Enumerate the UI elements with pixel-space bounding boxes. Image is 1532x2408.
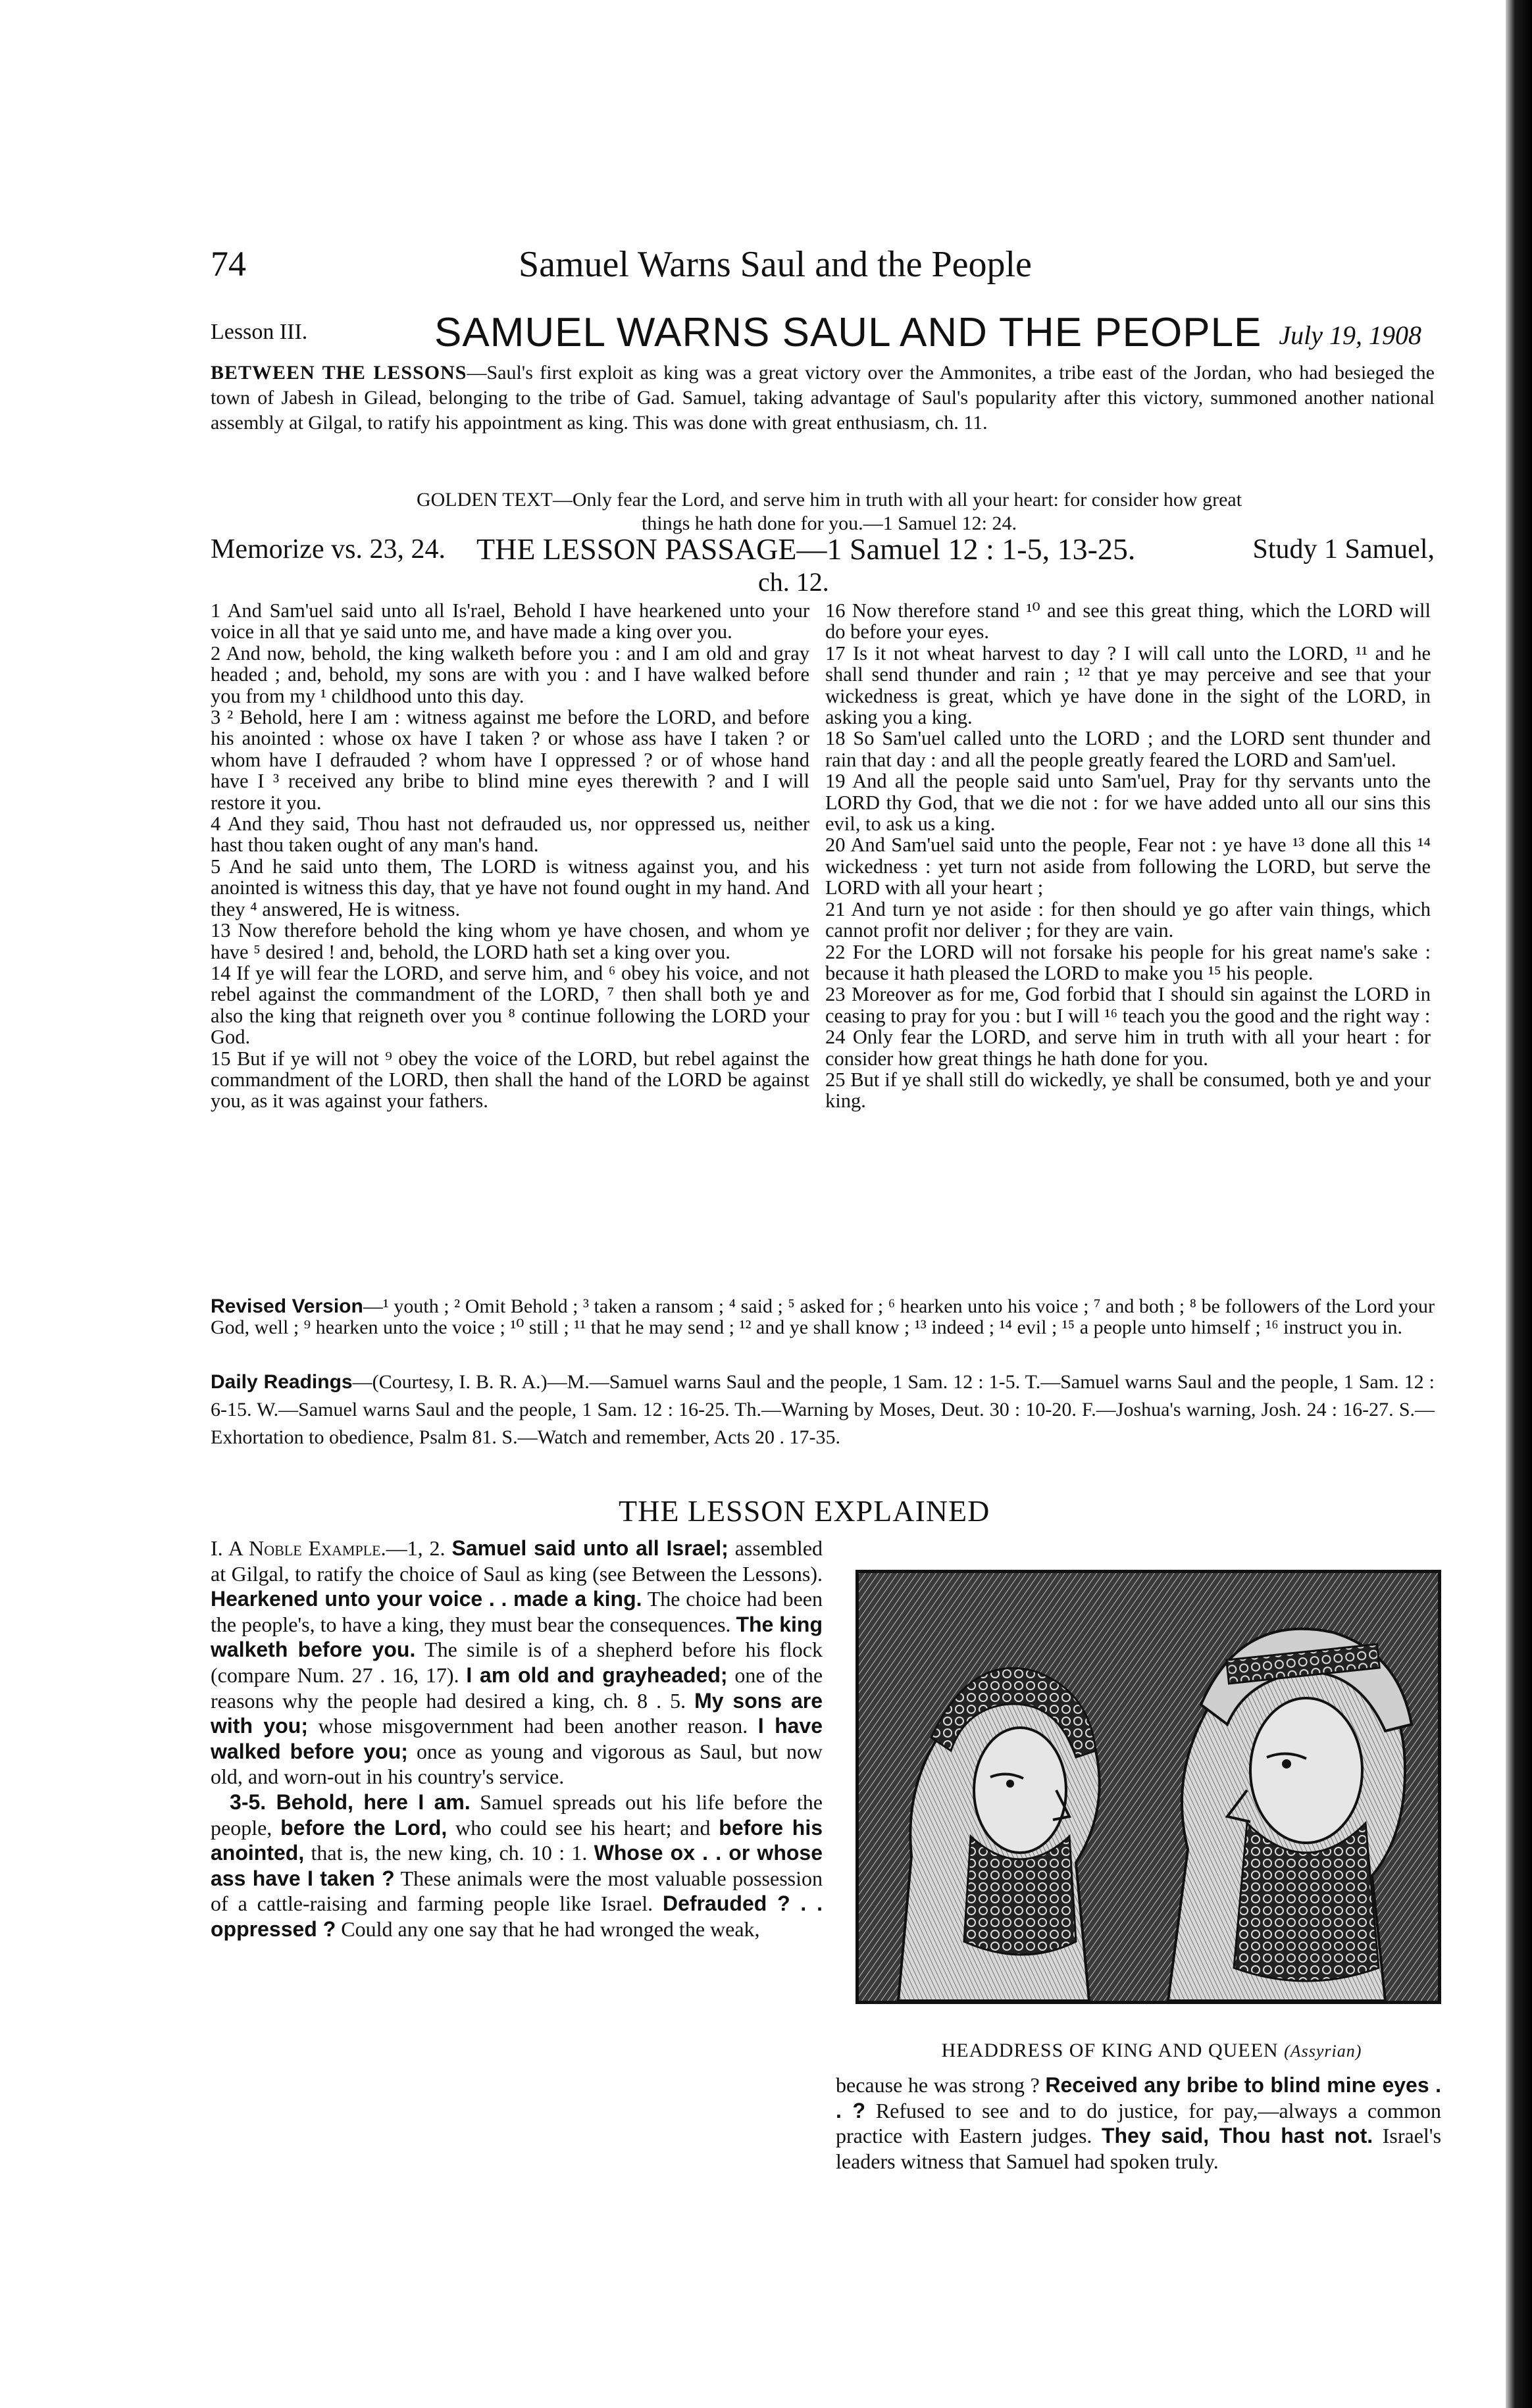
between-the-lessons	[211, 361, 1435, 436]
verse: 16 Now therefore stand ¹⁰ and see this great thing, which the LORD will do before your eyes.	[825, 599, 1431, 643]
lesson-number: Lesson III.	[211, 320, 308, 344]
daily-text: —(Courtesy, I. B. R. A.)—M.—Samuel warns Saul and the people, 1 Sam. 12 : 1-5. T.—Samuel warns Saul and the people, 1 Sam. 12 : 6-15. W.—Samuel warns Saul and the people, 1 Sam. 12 : 16-25. Th.—Warning by Moses, Deut. 30 : 10-20. F.—Joshua's warning, Josh. 24 : 16-27. S.—Exhortation to obedience, Psalm 81. S.—Watch and remember, Acts 20 . 17-35.	[211, 1371, 1435, 1448]
verse: 21 And turn ye not aside : for then should ye go after vain things, which cannot profit nor deliver ; for they are vain.	[825, 897, 1431, 942]
verse: 13 Now therefore behold the king whom ye have chosen, and whom ye have ⁵ desired ! and, behold, the LORD hath set a king over you.	[211, 919, 809, 963]
verse: 1 And Sam'uel said unto all Is'rael, Behold I have hearkened unto your voice in all that ye said unto me, and have made a king over you.	[211, 599, 809, 643]
explanation-paragraph: because he was strong ? Received any bribe to blind mine eyes . . ? Refused to see and to do justice, for pay,—always a common practice with Eastern judges. They said, Thou hast not. Israel's leaders witness that Samuel had spoken truly.	[836, 2073, 1442, 2173]
between-label: BETWEEN THE LESSONS	[211, 362, 467, 384]
daily-label: Daily Readings	[211, 1371, 353, 1393]
golden-text-line-1: GOLDEN TEXT—Only fear the Lord, and serve him in truth with all your heart: for consider how great	[416, 489, 1242, 511]
study-reference: Study 1 Samuel,	[1252, 534, 1435, 564]
verse: 2 And now, behold, the king walketh before you : and I am old and gray headed ; and, behold, my sons are with you : and I have walked before you from my ¹ childhood unto this day.	[211, 641, 809, 707]
explanation-column-right	[836, 2072, 1441, 2174]
golden-text-line-2: things he hath done for you.—1 Samuel 12: 24.	[642, 513, 1017, 534]
lesson-explained-heading: THE LESSON EXPLAINED	[619, 1494, 990, 1528]
verse: 19 And all the people said unto Sam'uel, Pray for thy servants unto the LORD thy God, that we die not : for we have added unto all our sins this evil, to ask us a king.	[825, 770, 1431, 836]
scan-edge-shadow	[1506, 0, 1532, 2408]
verse: 15 But if ye will not ⁹ obey the voice of the LORD, but rebel against the commandment of the LORD, then shall the hand of the LORD be against you, as it was against your fathers.	[211, 1047, 809, 1113]
daily-readings	[211, 1368, 1435, 1451]
revised-version-notes	[211, 1296, 1435, 1338]
golden-text	[237, 488, 1421, 536]
passage-title: THE LESSON PASSAGE—1 Samuel 12 : 1-5, 13-25.	[476, 532, 1136, 566]
lesson-date: July 19, 1908	[1279, 320, 1421, 350]
revised-label: Revised Version	[211, 1295, 363, 1317]
explanation-column-left	[211, 1536, 823, 1942]
verse: 20 And Sam'uel said unto the people, Fear not : ye have ¹³ done all this ¹⁴ wickedness : yet turn not aside from following the LORD, but serve the LORD with all your heart ;	[825, 834, 1431, 899]
study-chapter: ch. 12.	[758, 567, 829, 597]
verse: 14 If ye will fear the LORD, and serve him, and ⁶ obey his voice, and not rebel against the commandment of the LORD, ⁷ then shall both ye and also the king that reigneth over you ⁸ continue following the LORD your God.	[211, 961, 809, 1049]
verse: 24 Only fear the LORD, and serve him in truth with all your heart : for consider how great things he hath done for you.	[825, 1026, 1431, 1070]
memorize-verses: Memorize vs. 23, 24.	[211, 534, 446, 564]
running-title: Samuel Warns Saul and the People	[519, 244, 1032, 285]
figure-caption: HEADDRESS OF KING AND QUEEN (Assyrian)	[941, 2040, 1362, 2061]
relief-illustration	[859, 1573, 1438, 2001]
revised-text: —¹ youth ; ² Omit Behold ; ³ taken a ransom ; ⁴ said ; ⁵ asked for ; ⁶ hearken unto his voice ; ⁷ and both ; ⁸ be followers of the Lord your God, well ; ⁹ hearken unto the voice ; ¹⁰ still ; ¹¹ that he may send ; ¹² and ye shall know ; ¹³ indeed ; ¹⁴ evil ; ¹⁵ a people unto himself ; ¹⁶ instruct you in.	[211, 1295, 1435, 1338]
verse: 5 And he said unto them, The LORD is witness against you, and his anointed is witness this day, that ye have not found ought in my hand. And they ⁴ answered, He is witness.	[211, 855, 809, 920]
explanation-paragraph: I. A Noble Example.—1, 2. Samuel said unto all Israel; assembled at Gilgal, to ratify the choice of Saul as king (see Between the Lessons). Hearkened unto your voice . . made a king. The choice had been the people's, to have a king, they must bear the consequences. The king walketh before you. The simile is of a shepherd before his flock (compare Num. 27 . 16, 17). I am old and grayheaded; one of the reasons why the people had desired a king, ch. 8 . 5. My sons are with you; whose misgovernment had been another reason. I have walked before you; once as young and vigorous as Saul, but now old, and worn-out in his country's service.	[211, 1536, 823, 1789]
page-number: 74	[211, 244, 246, 284]
verse: 18 So Sam'uel called unto the LORD ; and the LORD sent thunder and rain that day : and all the people greatly feared the LORD and Sam'uel.	[825, 727, 1431, 771]
verse: 4 And they said, Thou hast not defrauded us, nor oppressed us, neither hast thou taken ought of any man's hand.	[211, 813, 809, 857]
verse: 22 For the LORD will not forsake his people for his great name's sake : because it hath pleased the LORD to make you ¹⁵ his people.	[825, 940, 1431, 984]
verse: 25 But if ye shall still do wickedly, ye shall be consumed, both ye and your king.	[825, 1068, 1431, 1113]
assyrian-relief-figure	[855, 1570, 1441, 2004]
lesson-heading	[211, 309, 1461, 355]
figure-caption-note: (Assyrian)	[1284, 2042, 1362, 2061]
passage-column-right	[825, 600, 1431, 1112]
verse: 3 ² Behold, here I am : witness against me before the LORD, and before his anointed : whose ox have I taken ? or whose ass have I taken ? or whom have I defrauded ? whom have I oppressed ? or of whose hand have I ³ received any bribe to blind mine eyes therewith ? and I will restore it you.	[211, 706, 809, 814]
between-text: —Saul's first exploit as king was a great victory over the Ammonites, a tribe east of the Jordan, who had besieged the town of Jabesh in Gilead, belonging to the tribe of Gad. Samuel, taking advantage of Saul's popularity after this victory, summoned another national assembly at Gilgal, to ratify his appointment as king. This was done with great enthusiasm, ch. 11.	[211, 362, 1435, 434]
passage-column-left	[211, 600, 809, 1112]
verse: 17 Is it not wheat harvest to day ? I will call unto the LORD, ¹¹ and he shall send thunder and rain ; ¹² that ye may perceive and see that your wickedness is great, which ye have done in the sight of the LORD, in asking you a king.	[825, 641, 1431, 729]
explanation-paragraph: 3-5. Behold, here I am. Samuel spreads out his life before the people, before the Lord, who could see his heart; and before his anointed, that is, the new king, ch. 10 : 1. Whose ox . . or whose ass have I taken ? These animals were the most valuable possession of a cattle-raising and farming people like Israel. Defrauded ? . . oppressed ? Could any one say that he had wronged the weak,	[211, 1790, 823, 1941]
lesson-title: SAMUEL WARNS SAUL AND THE PEOPLE	[434, 310, 1262, 355]
verse: 23 Moreover as for me, God forbid that I should sin against the LORD in ceasing to pray for you : but I will ¹⁶ teach you the good and the right way :	[825, 983, 1431, 1027]
running-head	[211, 243, 1290, 296]
section-heading: I. A Noble Example.—1, 2.	[211, 1536, 446, 1560]
